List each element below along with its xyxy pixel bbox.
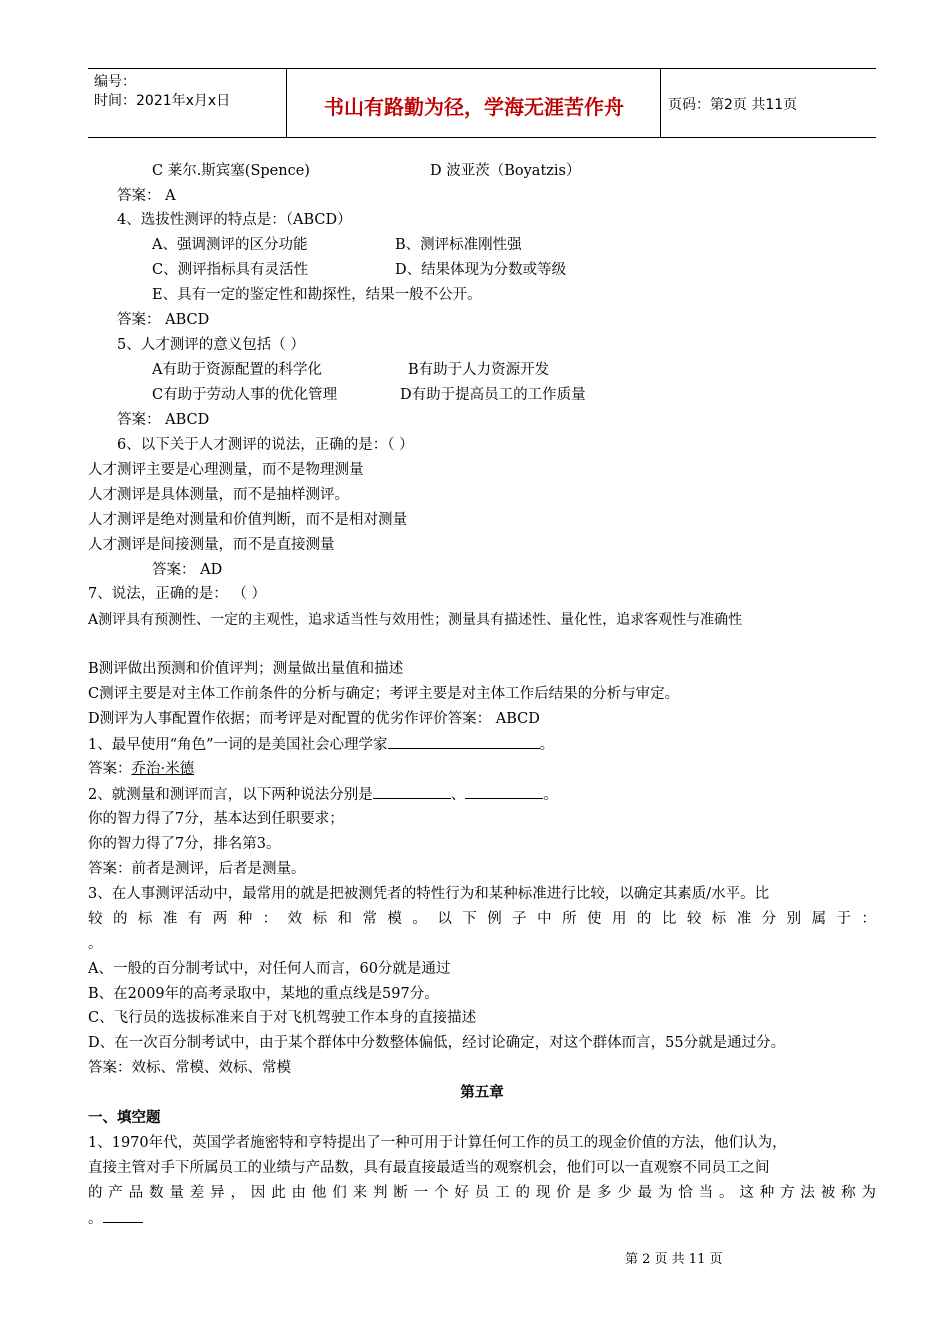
example-b: B、在2009年的高考录取中，某地的重点线是597分。 xyxy=(88,986,439,1002)
option-a: A测评具有预测性、一定的主观性，追求适当性与效用性；测量具有描述性、量化性，追求客观性与准确性 xyxy=(88,612,743,628)
answer-line: 答案：效标、常模、效标、常模 xyxy=(88,1060,291,1076)
option-c-spence: C 莱尔.斯宾塞(Spence) xyxy=(152,163,310,179)
header-motto: 书山有路勤为径，学海无涯苦作舟 xyxy=(324,95,624,119)
paragraph-line: 1、1970年代，英国学者施密特和亨特提出了一种可用于计算任何工作的员工的现金价值的方法，他们认为， xyxy=(88,1135,787,1151)
statement: 你的智力得了7分，排名第3。 xyxy=(88,836,281,852)
question-text: 1、最早使用“角色”一词的是美国社会心理学家 xyxy=(88,737,388,753)
option-a: A有助于资源配置的科学化 xyxy=(152,362,322,378)
fill-question-3-cont: 较的标准有两种：效标和常模。以下例子中所使用的比较标准分别属于： xyxy=(88,911,876,927)
punctuation: 。 xyxy=(88,936,103,952)
option-b: B、测评标准刚性强 xyxy=(395,237,522,253)
paragraph-end xyxy=(88,1208,143,1229)
punctuation: 。 xyxy=(543,787,558,803)
question-7: 7、说法，正确的是： （ ） xyxy=(88,586,266,602)
option-d: D有助于提高员工的工作质量 xyxy=(400,387,586,403)
example-c: C、飞行员的选拔标准来自于对飞机驾驶工作本身的直接描述 xyxy=(88,1010,477,1026)
page-header xyxy=(88,68,876,138)
header-meta xyxy=(94,73,230,111)
punctuation: 。 xyxy=(88,1211,103,1227)
fill-question-3: 3、在人事测评活动中，最常用的就是把被测凭者的特性行为和某种标准进行比较，以确定其素质/水平。比 xyxy=(88,886,770,902)
question-6: 6、以下关于人才测评的说法，正确的是：（ ） xyxy=(117,437,414,453)
option-d: D测评为人事配置作依据；而考评是对配置的优劣作评价答案： ABCD xyxy=(88,711,540,727)
option-d-boyatzis: D 波亚茨（Boyatzis） xyxy=(430,163,581,179)
option-e: E、具有一定的鉴定性和勘探性，结果一般不公开。 xyxy=(152,287,482,303)
example-a: A、一般的百分制考试中，对任何人而言，60分就是通过 xyxy=(88,961,451,977)
option-a: A、强调测评的区分功能 xyxy=(152,237,308,253)
option-c: C有助于劳动人事的优化管理 xyxy=(152,387,338,403)
option-b: B测评做出预测和价值评判；测量做出量值和描述 xyxy=(88,661,404,677)
question-5: 5、人才测评的意义包括（ ） xyxy=(117,337,305,353)
statement: 人才测评是间接测量，而不是直接测量 xyxy=(88,537,335,553)
answer-label: 答案： xyxy=(88,761,132,777)
answer-blank[interactable] xyxy=(373,784,451,799)
header-number-label: 编号： xyxy=(94,74,136,90)
question-4: 4、选拔性测评的特点是：（ABCD） xyxy=(117,212,352,228)
header-divider-right xyxy=(660,69,661,137)
chapter-title: 第五章 xyxy=(460,1085,504,1101)
answer-blank[interactable] xyxy=(465,784,543,799)
answer-underlined: 乔治·米德 xyxy=(131,761,195,777)
example-d: D、在一次百分制考试中，由于某个群体中分数整体偏低，经讨论确定，对这个群体而言，55分就是通过分。 xyxy=(88,1035,786,1051)
option-c: C、测评指标具有灵活性 xyxy=(152,262,309,278)
option-c: C测评主要是对主体工作前条件的分析与确定；考评主要是对主体工作后结果的分析与审定。 xyxy=(88,686,680,702)
statement: 人才测评是绝对测量和价值判断，而不是相对测量 xyxy=(88,512,407,528)
header-time-label: 时间：2021年x月x日 xyxy=(94,93,231,109)
answer-line: 答案： AD xyxy=(152,562,223,578)
header-page-label: 页码：第2页 共11页 xyxy=(668,97,798,113)
statement: 人才测评主要是心理测量，而不是物理测量 xyxy=(88,462,364,478)
answer-blank[interactable] xyxy=(388,734,540,749)
section-title: 一、填空题 xyxy=(88,1110,161,1126)
answer-line: 答案： ABCD xyxy=(117,412,210,428)
question-text: 2、就测量和测评而言，以下两种说法分别是 xyxy=(88,787,373,803)
paragraph-line: 的产品数量差异，因此由他们来判断一个好员工的现价是多少最为恰当。这种方法被称为 xyxy=(88,1185,876,1201)
statement: 人才测评是具体测量，而不是抽样测评。 xyxy=(88,487,349,503)
option-d: D、结果体现为分数或等级 xyxy=(395,262,567,278)
answer-line xyxy=(88,759,194,779)
statement: 你的智力得了7分，基本达到任职要求； xyxy=(88,811,344,827)
page-footer: 第 2 页 共 11 页 xyxy=(625,1252,723,1267)
answer-line: 答案： A xyxy=(117,188,176,204)
header-divider-left xyxy=(286,69,287,137)
answer-blank[interactable] xyxy=(103,1208,143,1223)
punctuation: 。 xyxy=(539,737,555,753)
fill-question-2 xyxy=(88,784,558,805)
separator: 、 xyxy=(450,787,466,803)
option-b: B有助于人力资源开发 xyxy=(408,362,550,378)
answer-line: 答案：前者是测评，后者是测量。 xyxy=(88,861,306,877)
fill-question-1 xyxy=(88,734,554,755)
answer-line: 答案： ABCD xyxy=(117,312,210,328)
paragraph-line: 直接主管对手下所属员工的业绩与产品数，具有最直接最适当的观察机会，他们可以一直观察不同员工之间 xyxy=(88,1160,770,1176)
